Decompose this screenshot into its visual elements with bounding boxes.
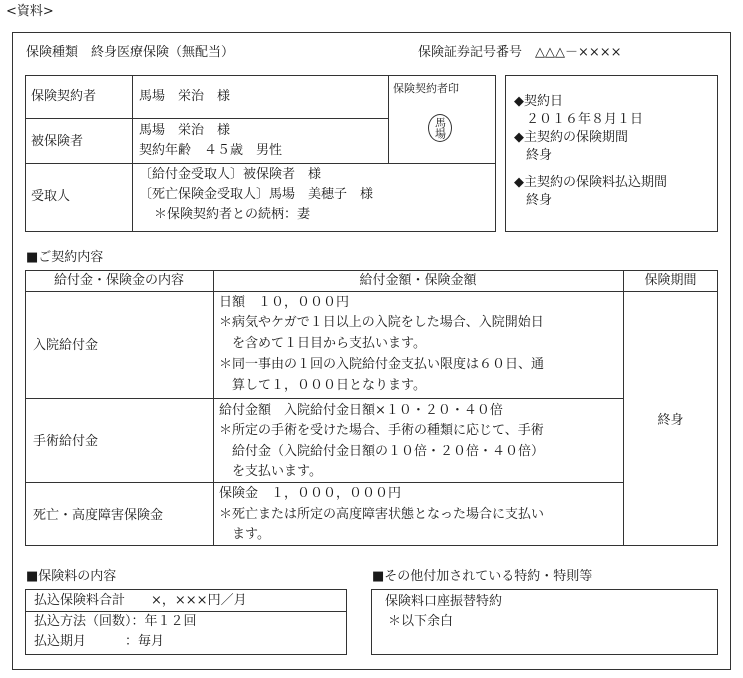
payment-period-label: ◆主契約の保険料払込期間: [514, 175, 667, 190]
coverage-period-value: 終身: [526, 148, 553, 163]
rider-remainder-note: ＊以下余白: [388, 614, 454, 629]
death-line: ます。: [219, 527, 270, 542]
hospitalization-line: を含めて１日目から支払います。: [219, 336, 426, 351]
seal-label: 保険契約者印: [393, 82, 459, 95]
insured-age-gender: 契約年齢 ４５歳 男性: [139, 143, 283, 158]
header-divider: [25, 291, 718, 292]
column-header-period: 保険期間: [644, 273, 697, 288]
hospitalization-line: ＊同一事由の１回の入院給付金支払い限度は６０日、通: [219, 357, 545, 372]
row-divider: [25, 482, 623, 483]
rider-name: 保険料口座振替特約: [385, 594, 503, 609]
contractor-label: 保険契約者: [31, 89, 97, 104]
row-divider: [25, 398, 623, 399]
beneficiary-label: 受取人: [31, 189, 71, 204]
hospitalization-benefit-label: 入院給付金: [33, 338, 99, 353]
policy-number: 保険証券記号番号 △△△－××××: [418, 45, 622, 60]
contractor-name: 馬場 栄治 様: [139, 89, 231, 104]
row-divider: [25, 118, 388, 119]
column-header-benefit-type: 給付金・保険金の内容: [53, 273, 184, 288]
hospitalization-line: 日額 １０，０００円: [219, 295, 350, 310]
premium-divider: [25, 611, 347, 612]
hospitalization-line: ＊病気やケガで１日以上の入院をした場合、入院開始日: [219, 315, 544, 330]
col-divider: [213, 270, 214, 546]
column-header-amount: 給付金額・保険金額: [359, 273, 477, 288]
surgery-benefit-label: 手術給付金: [33, 434, 99, 449]
document-caption: <資料>: [6, 4, 54, 19]
coverage-period-cell: 終身: [657, 413, 684, 428]
payment-period-value: 終身: [526, 193, 553, 208]
surgery-line: を支払います。: [219, 464, 322, 479]
row-divider: [25, 163, 496, 164]
premium-section-title: ■保険料の内容: [26, 569, 117, 584]
hospitalization-line: 算して１，０００日となります。: [219, 378, 426, 393]
coverage-section-title: ■ご契約内容: [26, 250, 104, 265]
surgery-line: 給付金（入院給付金日額の１０倍・２０倍・４０倍）: [219, 444, 545, 459]
payment-method: 払込方法（回数）：年１２回: [34, 614, 197, 629]
payment-month: 払込期月 ：毎月: [34, 634, 165, 649]
seal-divider: [388, 75, 389, 163]
insured-label: 被保険者: [31, 134, 84, 149]
riders-section-title: ■その他付加されている特約・特則等: [372, 569, 593, 584]
surgery-line: ＊所定の手術を受けた場合、手術の種類に応じて、手術: [219, 423, 544, 438]
contract-date-label: ◆契約日: [514, 94, 563, 109]
insured-name: 馬場 栄治 様: [139, 123, 231, 138]
benefit-recipient: 〔給付金受取人〕被保険者 様: [139, 167, 322, 182]
relationship-note: ＊保険契約者との続柄：妻: [154, 207, 311, 222]
col-divider: [623, 270, 624, 546]
surgery-line: 給付金額 入院給付金日額×１０・２０・４０倍: [219, 403, 503, 418]
premium-total: 払込保険料合計 ×，×××円／月: [34, 593, 247, 608]
contract-date-value: ２０１６年８月１日: [526, 112, 644, 127]
death-line: ＊死亡または所定の高度障害状態となった場合に支払い: [219, 507, 545, 522]
coverage-period-label: ◆主契約の保険期間: [514, 130, 628, 145]
death-line: 保険金 １，０００，０００円: [219, 486, 402, 501]
death-disability-benefit-label: 死亡・高度障害保険金: [33, 508, 164, 523]
contractor-seal-stamp: 馬場: [428, 114, 452, 142]
policy-type: 保険種類 終身医療保険（無配当）: [26, 45, 235, 60]
parties-divider: [132, 75, 133, 232]
death-benefit-recipient: 〔死亡保険金受取人〕馬場 美穂子 様: [139, 187, 374, 202]
